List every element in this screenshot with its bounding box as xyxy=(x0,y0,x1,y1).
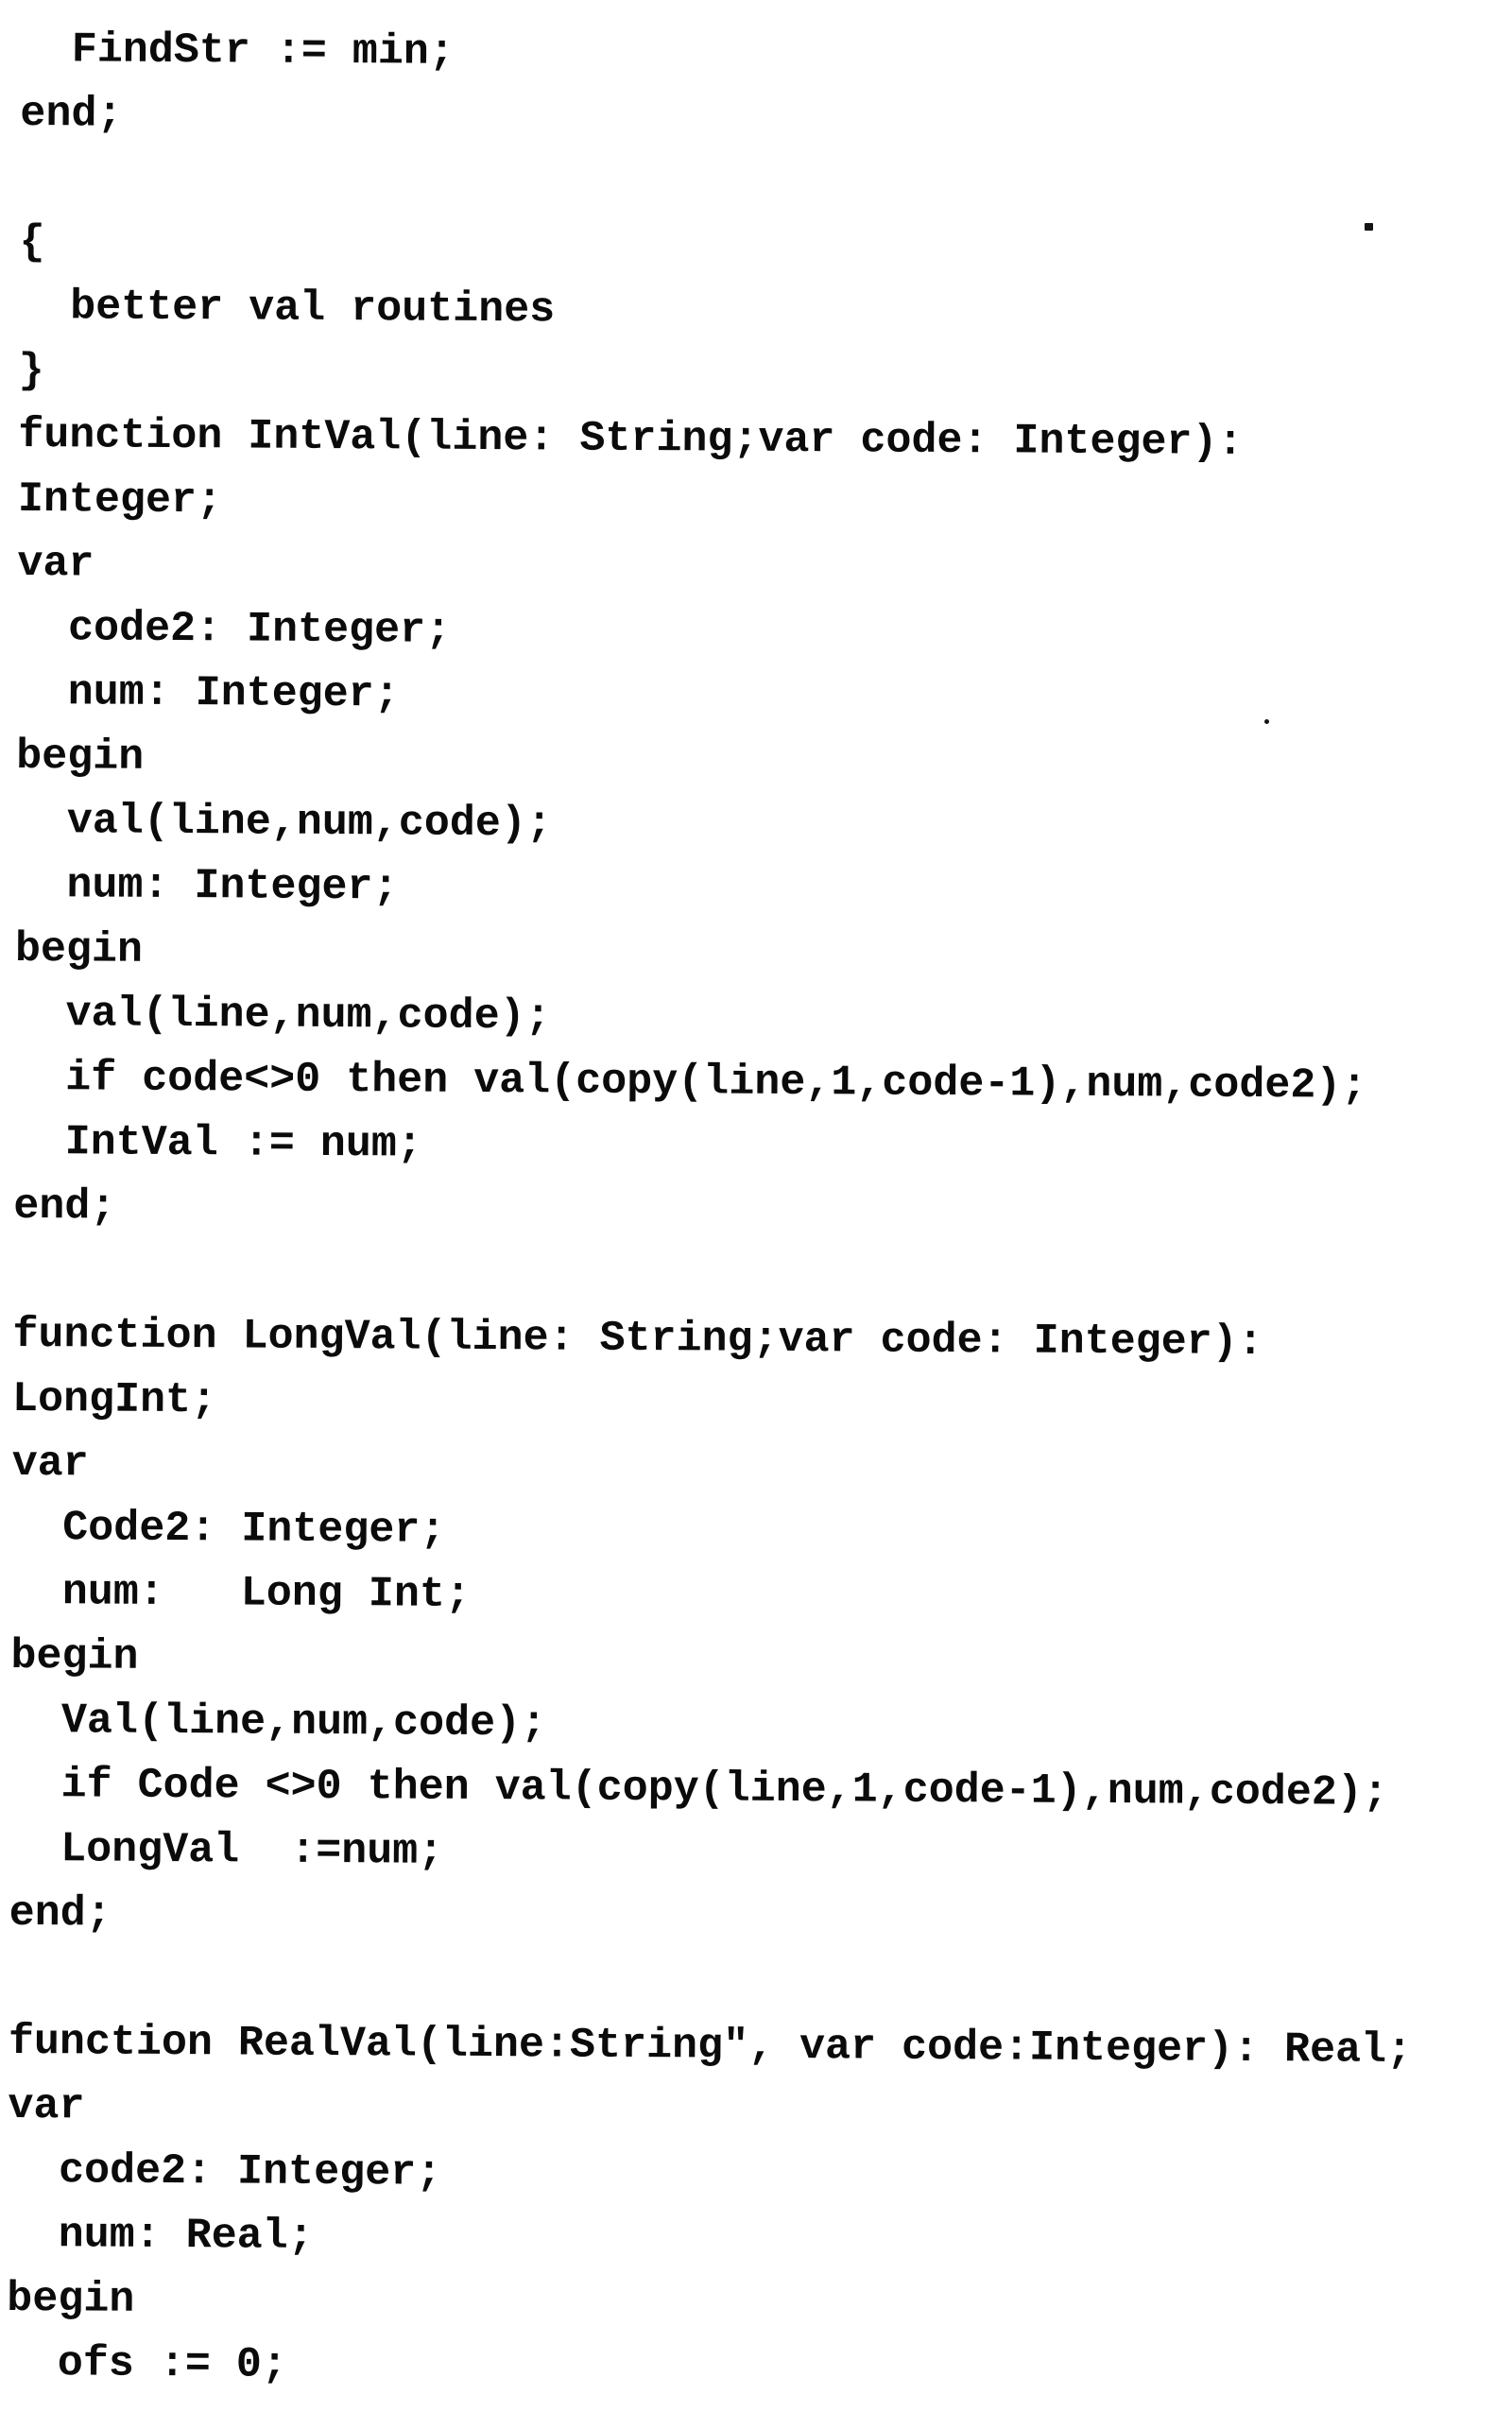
code-text: FindStr := min; end; { better val routines } function IntVal(line: String;var code: Integer): Integer; var code2: Integer; num: Integer; begin val(line,num,code); num: Integer; begin val(line,num,code); if code<>0 then val(copy(line,1,code-1),num,code2); IntVal := num; end; function LongVal(line: String;var code: Integer): LongInt; var Code2: Integer; num: Long Int; begin Val(line,num,code); if Code <>0 then val(copy(line,1,code-1),num,code2); LongVal :=num; end; function RealVal(line:String", var code:Integer): Real; var code2: Integer; num: Real; begin ofs := 0; xyxy=(6,25,1413,2389)
ink-speck xyxy=(1365,223,1373,231)
ink-speck xyxy=(1264,719,1269,724)
